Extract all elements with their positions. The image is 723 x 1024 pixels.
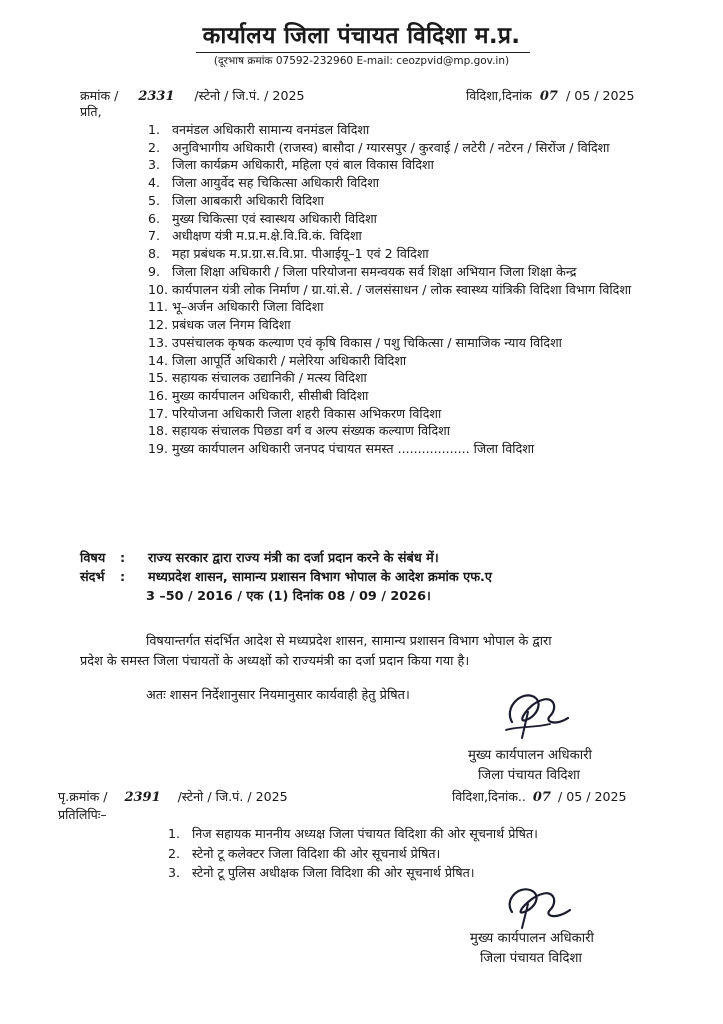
item-number: 4.	[148, 175, 161, 191]
item-text: अधीक्षण यंत्री म.प्र.म.क्षे.वि.वि.कं. विदिशा	[172, 228, 362, 244]
recipient-item	[148, 228, 668, 244]
endorsement-date-line	[452, 789, 627, 806]
item-number: 11.	[148, 299, 169, 315]
subject-colon: :	[120, 551, 126, 566]
recipient-item	[148, 299, 668, 315]
item-number: 18.	[148, 423, 169, 439]
reference-suffix: /स्टेनो / जि.पं. / 2025	[194, 88, 305, 103]
item-number: 2.	[148, 139, 161, 155]
item-number: 3.	[168, 865, 181, 881]
item-text: स्टेनो टू पुलिस अधीक्षक जिला विदिशा की ओर सूचनार्थ प्रेषित।	[192, 865, 475, 881]
recipient-item	[148, 157, 668, 173]
recipient-item	[148, 353, 668, 369]
copy-to-label: प्रतिलिपिः–	[58, 807, 107, 822]
recipient-item	[148, 175, 668, 191]
signature-2-designation: मुख्य कार्यपालन अधिकारी	[470, 931, 594, 946]
item-text: जिला कार्यक्रम अधिकारी, महिला एवं बाल विकास विदिशा	[172, 157, 434, 173]
body-closing-line: अतः शासन निर्देशानुसार नियमानुसार कार्यवाही हेतु प्रेषित।	[146, 688, 410, 703]
reference-order-line2: 3 –50 / 2016 / एक (1) दिनांक 08 / 09 / 2026।	[146, 589, 431, 604]
item-number: 8.	[148, 246, 161, 262]
item-text: वनमंडल अधिकारी सामान्य वनमंडल विदिशा	[172, 122, 370, 137]
recipient-item	[148, 246, 668, 262]
copy-list	[168, 826, 648, 881]
endorsement-ref-number: 2391	[124, 790, 161, 805]
recipient-item	[148, 193, 668, 209]
recipient-item	[148, 317, 668, 333]
recipient-item	[148, 140, 668, 156]
item-text: महा प्रबंधक म.प्र.ग्रा.स.वि.प्रा. पीआईयू–1 एवं 2 विदिशा	[172, 246, 429, 262]
contact-line: (दूरभाष क्रमांक 07592-232960 E-mail: ceozpvid@mp.gov.in)	[213, 55, 510, 67]
item-text: प्रबंधक जल निगम विदिशा	[172, 317, 291, 333]
endorsement-ref-suffix: /स्टेनो / जि.पं. / 2025	[177, 789, 288, 804]
header-divider	[196, 52, 530, 53]
date-suffix: / 05 / 2025	[565, 88, 635, 103]
item-number: 3.	[148, 157, 161, 173]
item-number: 2.	[168, 845, 181, 861]
recipient-list	[148, 122, 668, 457]
date-day: 07	[539, 89, 558, 104]
endorsement-reference-line	[58, 789, 288, 806]
recipient-item	[148, 441, 668, 457]
item-number: 1.	[168, 826, 181, 841]
copy-item	[168, 846, 648, 862]
reference-line	[80, 88, 304, 105]
item-text: मुख्य चिकित्सा एवं स्वास्थय अधिकारी विदिशा	[172, 210, 377, 226]
date-line	[466, 88, 635, 105]
copy-item	[168, 826, 648, 842]
body-paragraph-line1: विषयान्तर्गत संदर्भित आदेश से मध्यप्रदेश शासन, सामान्य प्रशासन विभाग भोपाल के द्वारा	[146, 634, 552, 649]
item-number: 1.	[148, 122, 161, 137]
copy-item	[168, 865, 648, 881]
recipient-item	[148, 335, 668, 351]
item-text: उपसंचालक कृषक कल्याण एवं कृषि विकास / पशु चिकित्सा / सामाजिक न्याय विदिशा	[172, 334, 562, 350]
item-text: जिला आयुर्वेद सह चिकित्सा अधिकारी विदिशा	[172, 175, 380, 191]
item-text: भू–अर्जन अधिकारी जिला विदिशा	[172, 299, 324, 315]
recipient-item	[148, 370, 668, 386]
item-text: मुख्य कार्यपालन अधिकारी जनपद पंचायत समस्त .................. जिला विदिशा	[172, 441, 535, 457]
recipient-item	[148, 264, 668, 280]
reference-order-line1: मध्यप्रदेश शासन, सामान्य प्रशासन विभाग भोपाल के आदेश क्रमांक एफ.ए	[148, 570, 492, 585]
to-label: प्रति,	[80, 104, 102, 119]
signature-1-designation: मुख्य कार्यपालन अधिकारी	[468, 748, 592, 763]
subject-text: राज्य सरकार द्वारा राज्य मंत्री का दर्जा प्रदान करने के संबंध में।	[148, 551, 439, 566]
reference-prefix: क्रमांक /	[80, 88, 119, 103]
signature-2-office: जिला पंचायत विदिशा	[480, 951, 582, 966]
recipient-item	[148, 282, 668, 298]
item-text: स्टेनो टू कलेक्टर जिला विदिशा की ओर सूचनार्थ प्रेषित।	[192, 845, 441, 861]
item-number: 10.	[148, 281, 169, 297]
item-number: 17.	[148, 405, 169, 421]
item-number: 5.	[148, 192, 161, 208]
signature-2-icon	[496, 880, 580, 932]
item-number: 15.	[148, 370, 169, 386]
signature-1-icon	[498, 682, 578, 744]
endorsement-ref-prefix: पृ.क्रमांक /	[58, 789, 108, 804]
recipient-item	[148, 211, 668, 227]
office-title: कार्यालय जिला पंचायत विदिशा म.प्र.	[202, 23, 521, 49]
reference-label: संदर्भ	[80, 570, 105, 585]
item-number: 7.	[148, 228, 161, 244]
recipient-item	[148, 388, 668, 404]
endorsement-date-prefix: विदिशा,दिनांक..	[452, 789, 526, 804]
body-paragraph-line2: प्रदेश के समस्त जिला पंचायतों के अध्यक्षों को राज्यमंत्री का दर्जा प्रदान किया गया है।	[80, 654, 470, 669]
reference-number: 2331	[138, 89, 175, 104]
endorsement-date-day: 07	[532, 790, 551, 805]
item-text: सहायक संचालक उद्यानिकी / मत्स्य विदिशा	[172, 370, 367, 386]
item-number: 19.	[148, 441, 169, 457]
reference-colon: :	[120, 570, 126, 585]
item-number: 14.	[148, 352, 169, 368]
item-text: कार्यपालन यंत्री लोक निर्माण / ग्रा.यां.से. / जलसंसाधन / लोक स्वास्थ्य यांत्रिकी विदिशा विभाग विदिशा	[172, 281, 632, 297]
item-text: मुख्य कार्यपालन अधिकारी, सीसीबी विदिशा	[172, 388, 369, 404]
subject-label: विषय	[80, 551, 106, 566]
recipient-item	[148, 423, 668, 439]
item-text: जिला आबकारी अधिकारी विदिशा	[172, 192, 324, 208]
item-text: अनुविभागीय अधिकारी (राजस्व) बासौदा / ग्यारसपुर / कुरवाई / लटेरी / नटेरन / सिरोंज / विदिशा	[172, 139, 610, 155]
item-text: निज सहायक माननीय अध्यक्ष जिला पंचायत विदिशा की ओर सूचनार्थ प्रेषित।	[192, 826, 538, 841]
date-prefix: विदिशा,दिनांक	[466, 88, 532, 103]
item-text: जिला शिक्षा अधिकारी / जिला परियोजना समन्वयक सर्व शिक्षा अभियान जिला शिक्षा केन्द्र	[172, 263, 577, 279]
item-text: सहायक संचालक पिछडा वर्ग व अल्प संख्यक कल्याण विदिशा	[172, 423, 450, 439]
recipient-item	[148, 406, 668, 422]
item-text: परियोजना अधिकारी जिला शहरी विकास अभिकरण विदिशा	[172, 405, 442, 421]
endorsement-date-suffix: / 05 / 2025	[557, 789, 627, 804]
signature-1-office: जिला पंचायत विदिशा	[478, 768, 580, 783]
item-number: 13.	[148, 334, 169, 350]
item-number: 12.	[148, 317, 169, 333]
recipient-item	[148, 122, 668, 138]
item-number: 16.	[148, 388, 169, 404]
item-number: 6.	[148, 210, 161, 226]
item-number: 9.	[148, 263, 161, 279]
item-text: जिला आपूर्ति अधिकारी / मलेरिया अधिकारी विदिशा	[172, 352, 407, 368]
